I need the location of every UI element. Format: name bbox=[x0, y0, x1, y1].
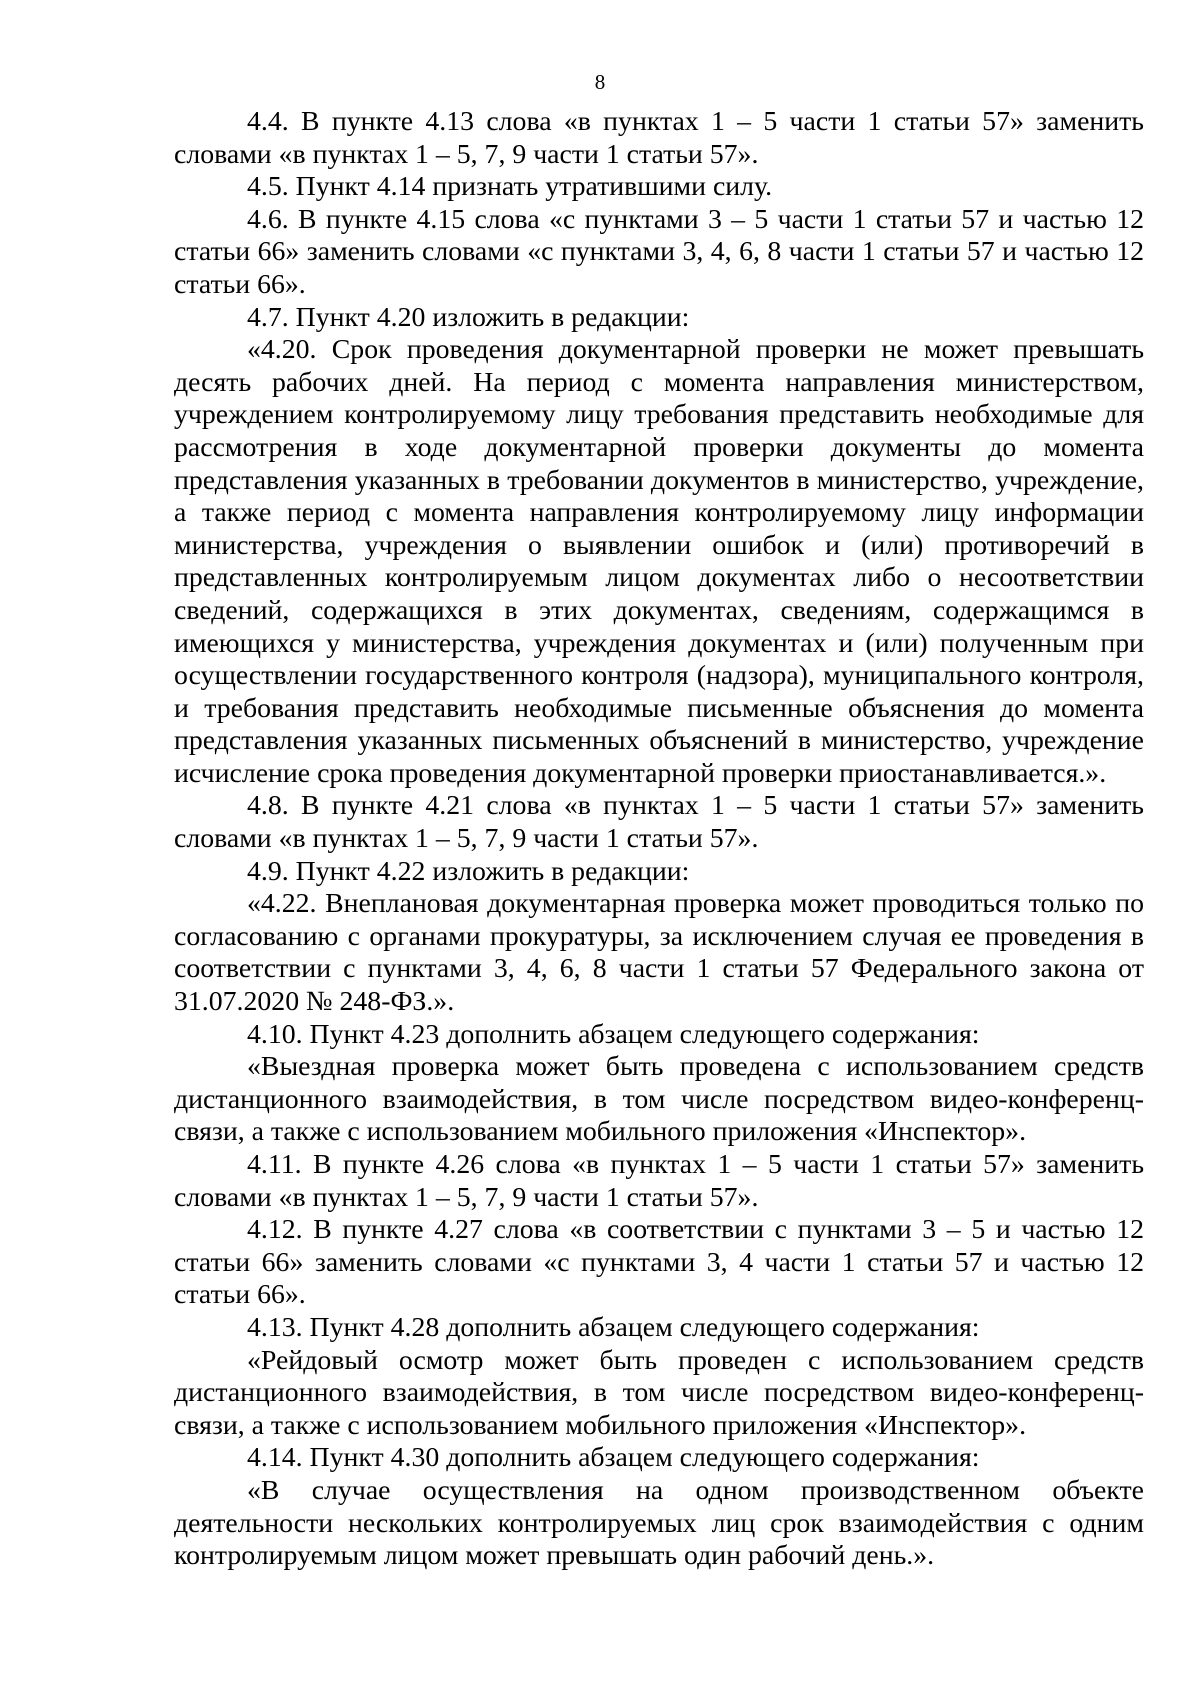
document-body bbox=[174, 106, 1144, 1573]
paragraph-4-4: 4.4. В пункте 4.13 слова «в пунктах 1 – 5 части 1 статьи 57» заменить словами «в пунктах 1 – 5, 7, 9 части 1 статьи 57». bbox=[174, 106, 1144, 170]
paragraph-4-22-quote: «4.22. Внеплановая документарная проверка может проводиться только по согласованию с органами прокуратуры, за исключением случая ее проведения в соответствии с пунктами 3, 4, 6, 8 части 1 статьи 57 Федерального закона от 31.07.2020 № 248-ФЗ.». bbox=[174, 888, 1144, 1018]
paragraph-4-9: 4.9. Пункт 4.22 изложить в редакции: bbox=[247, 855, 690, 887]
paragraph-4-12: 4.12. В пункте 4.27 слова «в соответствии с пунктами 3 – 5 и частью 12 статьи 66» заменить словами «с пунктами 3, 4 части 1 статьи 57 и частью 12 статьи 66». bbox=[174, 1214, 1144, 1311]
paragraph-4-5: 4.5. Пункт 4.14 признать утратившими силу. bbox=[247, 171, 773, 203]
paragraph-4-23-quote: «Выездная проверка может быть проведена с использованием средств дистанционного взаимодействия, в том числе посредством видео-конференц-связи, а также с использованием мобильного приложения «Инспектор». bbox=[174, 1051, 1144, 1148]
paragraph-4-14: 4.14. Пункт 4.30 дополнить абзацем следующего содержания: bbox=[247, 1442, 980, 1474]
paragraph-4-8: 4.8. В пункте 4.21 слова «в пунктах 1 – 5 части 1 статьи 57» заменить словами «в пунктах 1 – 5, 7, 9 части 1 статьи 57». bbox=[174, 790, 1144, 855]
paragraph-4-6: 4.6. В пункте 4.15 слова «с пунктами 3 – 5 части 1 статьи 57 и частью 12 статьи 66» заменить словами «с пунктами 3, 4, 6, 8 части 1 статьи 57 и частью 12 статьи 66». bbox=[174, 203, 1144, 300]
paragraph-4-30-quote: «В случае осуществления на одном производственном объекте деятельности нескольких контролируемых лиц срок взаимодействия с одним контролируемым лицом может превышать один рабочий день.». bbox=[174, 1474, 1144, 1572]
paragraph-4-28-quote: «Рейдовый осмотр может быть проведен с использованием средств дистанционного взаимодействия, в том числе посредством видео-конференц-связи, а также с использованием мобильного приложения «Инспектор». bbox=[174, 1344, 1144, 1441]
paragraph-4-20-quote: «4.20. Срок проведения документарной проверки не может превышать десять рабочих дней. На период с момента направления министерством, учреждением контролируемому лицу требования представить необходимые для рассмотрения в ходе документарной проверки документы до момента представления указанных в требовании документов в министерство, учреждение, а также период с момента направления контролируемому лицу информации министерства, учреждения о выявлении ошибок и (или) противоречий в представленных контролируемым лицом документах либо о несоответствии сведений, содержащихся в этих документах, сведениям, содержащимся в имеющихся у министерства, учреждения документах и (или) полученным при осуществлении государственного контроля (надзора), муниципального контроля, и требования представить необходимые письменные объяснения до момента представления указанных письменных объяснений в министерство, учреждение исчисление срока проведения документарной проверки приостанавливается.». bbox=[174, 334, 1144, 789]
paragraph-4-10: 4.10. Пункт 4.23 дополнить абзацем следующего содержания: bbox=[247, 1018, 980, 1050]
paragraph-4-7: 4.7. Пункт 4.20 изложить в редакции: bbox=[247, 301, 690, 333]
page-number: 8 bbox=[594, 70, 606, 94]
paragraph-4-13: 4.13. Пункт 4.28 дополнить абзацем следующего содержания: bbox=[247, 1311, 980, 1343]
paragraph-4-11: 4.11. В пункте 4.26 слова «в пунктах 1 – 5 части 1 статьи 57» заменить словами «в пунктах 1 – 5, 7, 9 части 1 статьи 57». bbox=[174, 1149, 1144, 1213]
